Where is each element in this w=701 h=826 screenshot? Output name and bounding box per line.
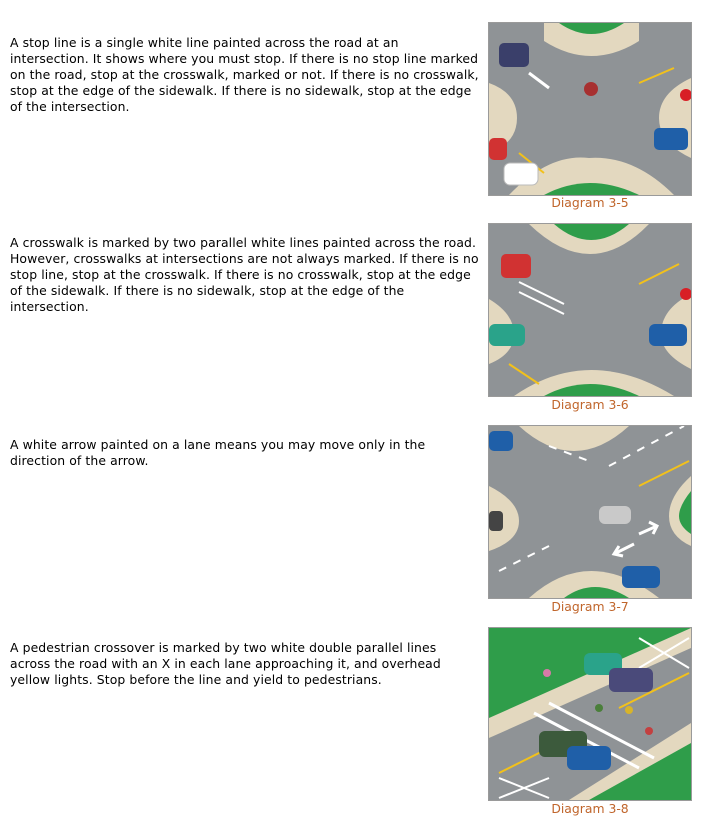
diagram-3-8-figure: [488, 627, 692, 801]
white-arrow-text: A white arrow painted on a lane means you may move only in the direction of the arrow.: [10, 437, 426, 468]
pedestrian-crossover-illustration: [488, 627, 692, 801]
diagram-3-7-caption: Diagram 3-7: [551, 599, 629, 614]
intersection-white-arrow-illustration: [488, 425, 692, 599]
pedestrian-crossover-text: A pedestrian crossover is marked by two white double parallel lines across the road with an X in each lane approaching it, and overhead yellow lights. Stop before the line and yield to pedestrians.: [10, 640, 441, 687]
intersection-crosswalk-illustration: [488, 223, 692, 397]
diagram-3-5-figure: [488, 22, 692, 196]
diagram-3-8-caption: Diagram 3-8: [551, 801, 629, 816]
diagram-3-6-caption: Diagram 3-6: [551, 397, 629, 412]
diagram-3-6-figure: [488, 223, 692, 397]
diagram-3-7-figure: [488, 425, 692, 599]
crosswalk-text: A crosswalk is marked by two parallel white lines painted across the road. However, crosswalks at intersections are not always marked. If there is no stop line, stop at the crosswalk. If there is no crosswalk, stop at the edge of the sidewalk. If there is no sidewalk, stop at the edge of the intersection.: [10, 235, 479, 314]
diagram-3-5-caption: Diagram 3-5: [551, 195, 629, 210]
intersection-stop-line-illustration: [488, 22, 692, 196]
stop-line-text: A stop line is a single white line painted across the road at an intersection. It shows where you must stop. If there is no stop line marked on the road, stop at the crosswalk, marked or not. If there is no crosswalk, stop at the edge of the sidewalk. If there is no sidewalk, stop at the edge of the intersection.: [10, 35, 479, 114]
